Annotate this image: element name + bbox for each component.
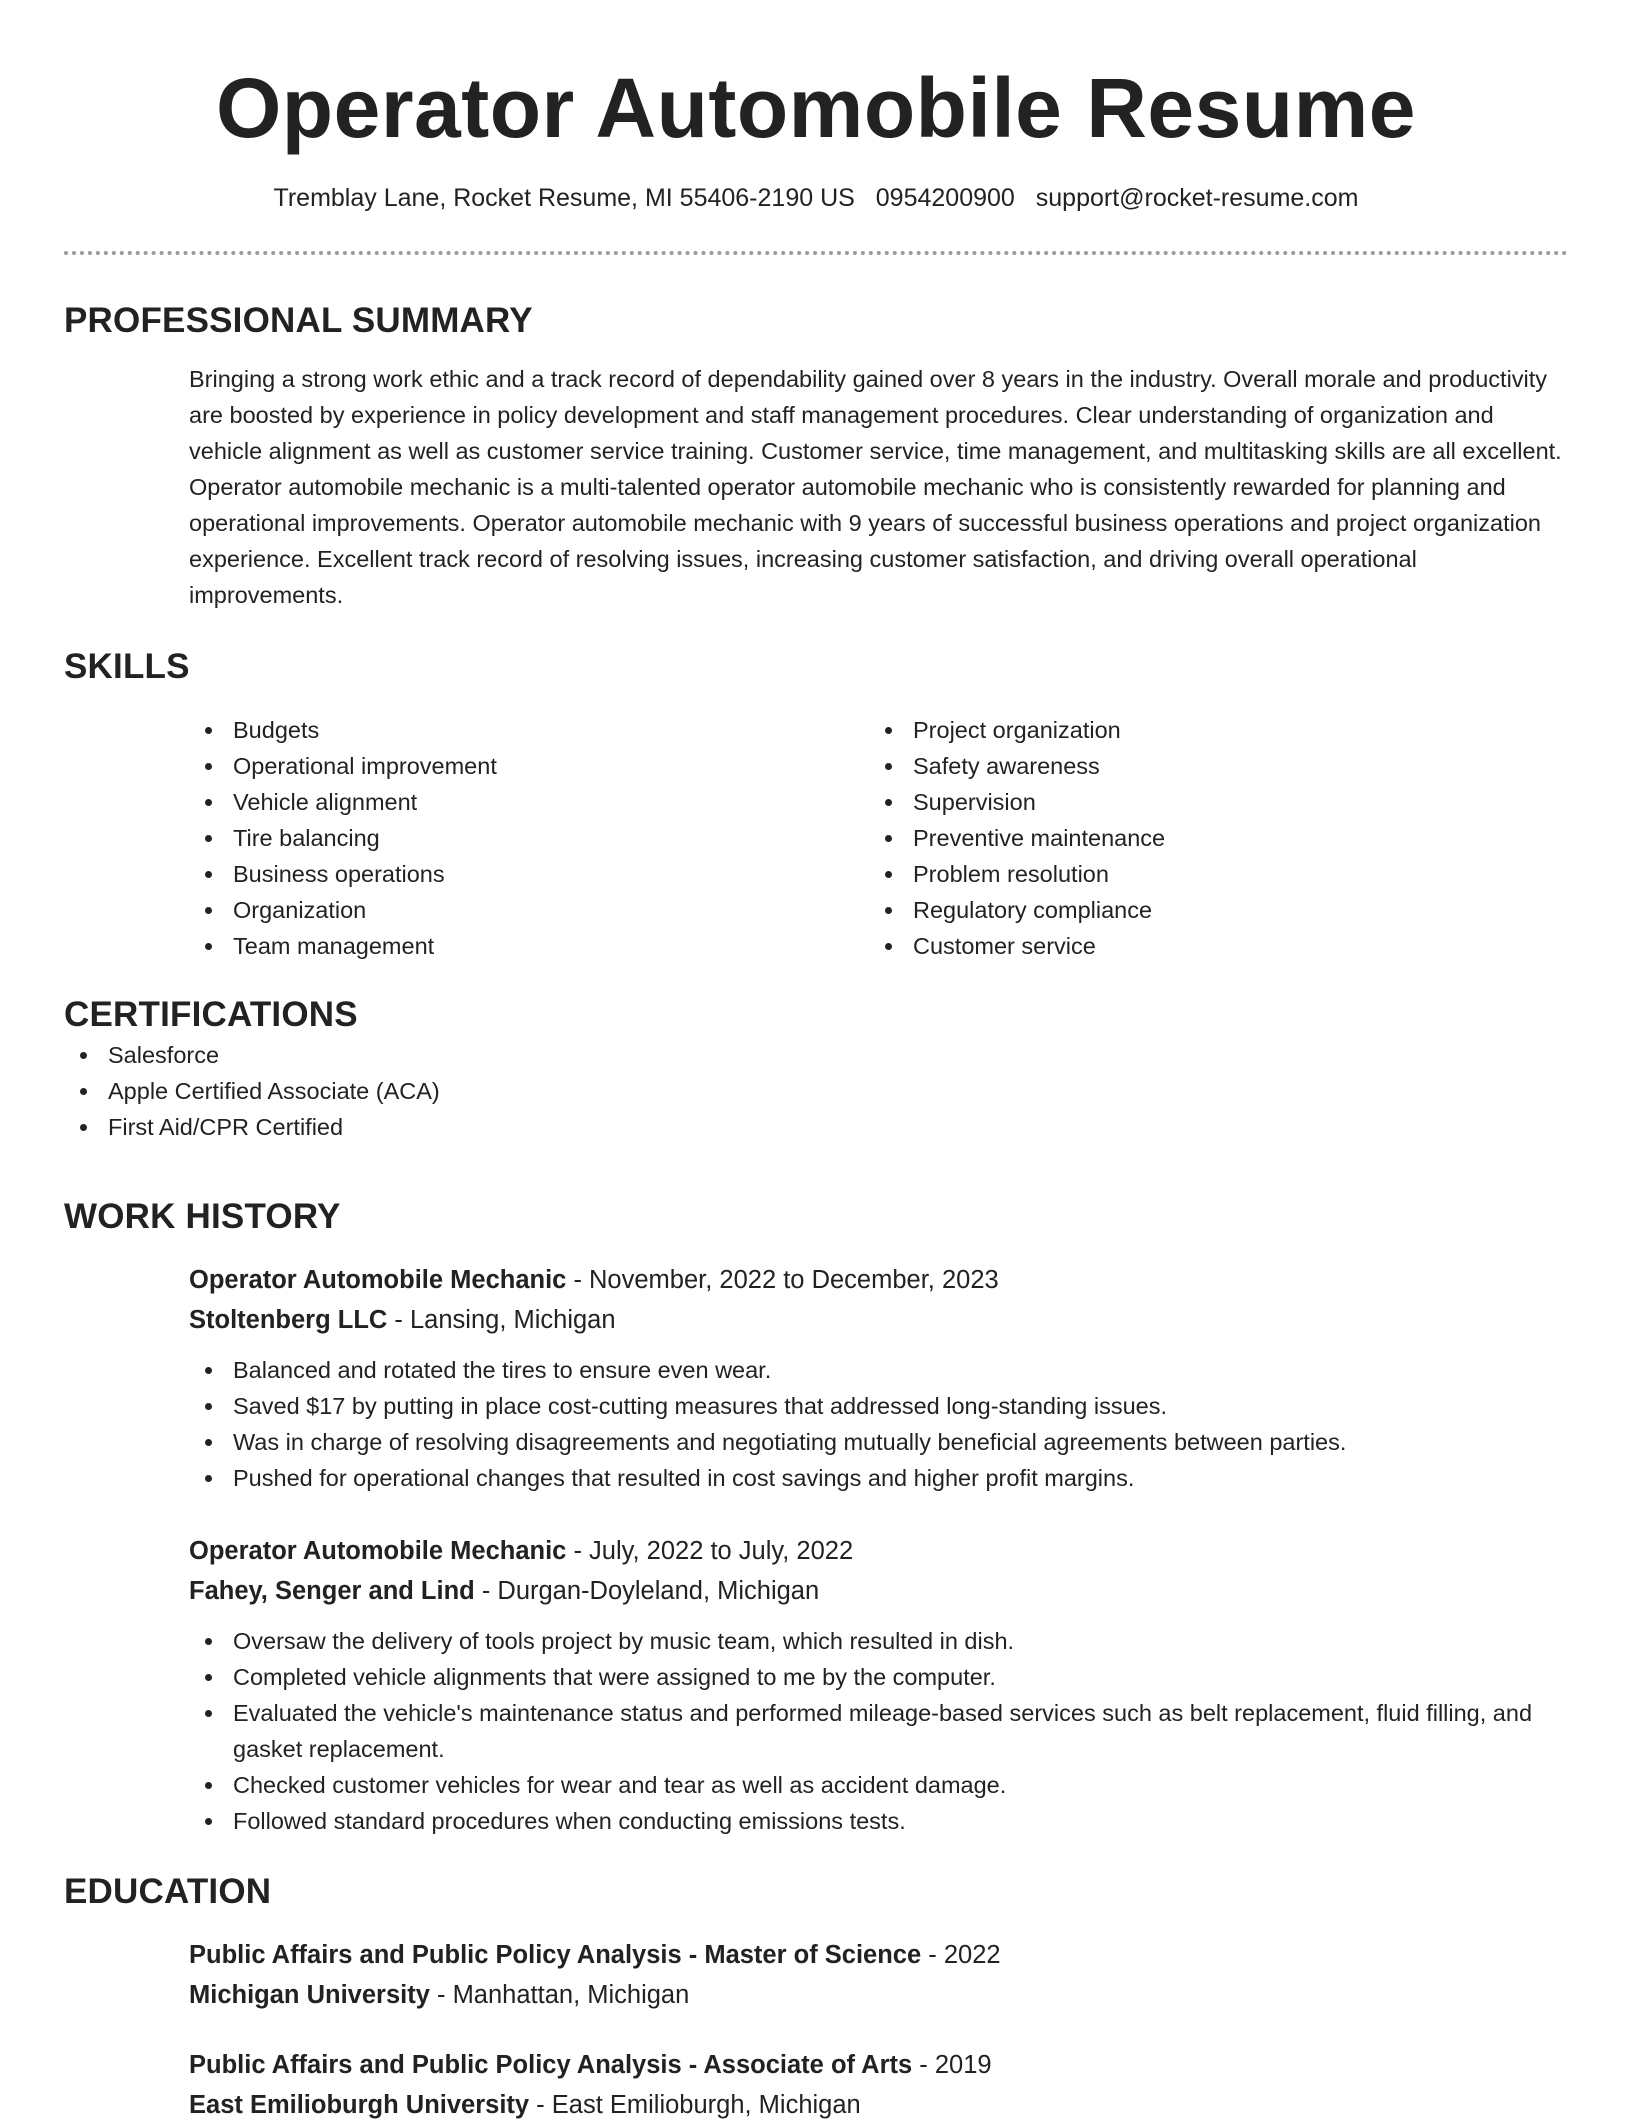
- certifications-list: [64, 1037, 1568, 1145]
- skill-item: Customer service: [869, 928, 1549, 964]
- work-history-heading: WORK HISTORY: [64, 1197, 341, 1236]
- education-degree: Public Affairs and Public Policy Analysis - Master of Science: [189, 1941, 922, 1969]
- certifications-section: [64, 993, 1568, 1145]
- job-duties-list: [189, 1352, 1568, 1496]
- education-school: East Emilioburgh University: [189, 2091, 530, 2119]
- job-duty: Balanced and rotated the tires to ensure even wear.: [189, 1352, 1568, 1388]
- job-duty: Pushed for operational changes that resulted in cost savings and higher profit margins.: [189, 1460, 1568, 1496]
- certifications-heading: CERTIFICATIONS: [64, 995, 358, 1034]
- skills-heading: SKILLS: [64, 647, 190, 686]
- skill-item: Team management: [189, 928, 869, 964]
- skill-item: Tire balancing: [189, 820, 869, 856]
- job-title: Operator Automobile Mechanic: [189, 1537, 567, 1565]
- contact-address: Tremblay Lane, Rocket Resume, MI 55406-2190 US: [273, 184, 855, 212]
- contact-email: support@rocket-resume.com: [1035, 184, 1359, 212]
- education-location: - East Emilioburgh, Michigan: [529, 2091, 861, 2119]
- education-year: - 2019: [912, 2051, 992, 2079]
- job-duty: Evaluated the vehicle's maintenance status and performed mileage-based services such as belt replacement, fluid filling, and gasket replacement.: [189, 1695, 1589, 1767]
- skill-item: Vehicle alignment: [189, 784, 869, 820]
- job-dates: - July, 2022 to July, 2022: [566, 1537, 854, 1565]
- skill-item: Preventive maintenance: [869, 820, 1549, 856]
- education-degree: Public Affairs and Public Policy Analysis - Associate of Arts: [189, 2051, 913, 2079]
- job-location: - Lansing, Michigan: [387, 1306, 616, 1334]
- skill-item: Supervision: [869, 784, 1549, 820]
- education-year: - 2022: [921, 1941, 1001, 1969]
- job-entry: [64, 1260, 1568, 1496]
- job-title: Operator Automobile Mechanic: [189, 1266, 567, 1294]
- skill-item: Organization: [189, 892, 869, 928]
- job-company: Stoltenberg LLC: [189, 1306, 388, 1334]
- education-entry: [64, 1935, 1568, 2015]
- education-school-line: [189, 2085, 1568, 2125]
- job-title-line: [189, 1531, 1568, 1571]
- education-heading: EDUCATION: [64, 1872, 272, 1911]
- skills-right-list: [869, 712, 1549, 964]
- skill-item: Regulatory compliance: [869, 892, 1549, 928]
- education-degree-line: [189, 2045, 1568, 2085]
- skills-left-list: [189, 712, 869, 964]
- education-location: - Manhattan, Michigan: [429, 1981, 690, 2009]
- education-school-line: [189, 1975, 1568, 2015]
- education-degree-line: [189, 1935, 1568, 1975]
- skill-item: Business operations: [189, 856, 869, 892]
- job-company: Fahey, Senger and Lind: [189, 1577, 475, 1605]
- job-duty: Checked customer vehicles for wear and tear as well as accident damage.: [189, 1767, 1589, 1803]
- skills-columns: [189, 712, 1568, 964]
- job-duty: Saved $17 by putting in place cost-cutting measures that addressed long-standing issues.: [189, 1388, 1568, 1424]
- job-duty: Completed vehicle alignments that were assigned to me by the computer.: [189, 1659, 1589, 1695]
- skill-item: Problem resolution: [869, 856, 1549, 892]
- skills-section: [64, 645, 1568, 964]
- contact-phone: 0954200900: [875, 184, 1015, 212]
- contact-line: [0, 180, 1632, 216]
- job-company-line: [189, 1571, 1568, 1611]
- skill-item: Project organization: [869, 712, 1549, 748]
- job-dates: - November, 2022 to December, 2023: [566, 1266, 999, 1294]
- summary-heading: PROFESSIONAL SUMMARY: [64, 301, 533, 340]
- job-entry: [64, 1531, 1568, 1839]
- certification-item: First Aid/CPR Certified: [64, 1109, 1568, 1145]
- skill-item: Operational improvement: [189, 748, 869, 784]
- job-duty: Was in charge of resolving disagreements and negotiating mutually beneficial agreements between parties.: [189, 1424, 1568, 1460]
- header-divider: [64, 251, 1568, 255]
- job-title-line: [189, 1260, 1568, 1300]
- summary-text: Bringing a strong work ethic and a track record of dependability gained over 8 years in the industry. Overall morale and productivity are boosted by experience in policy development and staff management procedures. Clear understanding of organization and vehicle alignment as well as customer service training. Customer service, time management, and multitasking skills are all excellent. Operator automobile mechanic is a multi-talented operator automobile mechanic who is consistently rewarded for planning and operational improvements. Operator automobile mechanic with 9 years of successful business operations and project organization experience. Excellent track record of resolving issues, increasing customer satisfaction, and driving overall operational improvements.: [189, 366, 1562, 608]
- job-duty: Oversaw the delivery of tools project by music team, which resulted in dish.: [189, 1623, 1589, 1659]
- job-location: - Durgan-Doyleland, Michigan: [474, 1577, 820, 1605]
- resume-title: Operator Automobile Resume: [215, 61, 1417, 155]
- education-entry: [64, 2045, 1568, 2125]
- work-history-section: [64, 1195, 1568, 1239]
- education-section: [64, 1870, 1568, 1914]
- education-school: Michigan University: [189, 1981, 430, 2009]
- summary-section: [64, 299, 1568, 613]
- certification-item: Salesforce: [64, 1037, 1568, 1073]
- job-duty: Followed standard procedures when conducting emissions tests.: [189, 1803, 1589, 1839]
- job-duties-list: [189, 1623, 1589, 1839]
- certification-item: Apple Certified Associate (ACA): [64, 1073, 1568, 1109]
- job-company-line: [189, 1300, 1568, 1340]
- skill-item: Budgets: [189, 712, 869, 748]
- skill-item: Safety awareness: [869, 748, 1549, 784]
